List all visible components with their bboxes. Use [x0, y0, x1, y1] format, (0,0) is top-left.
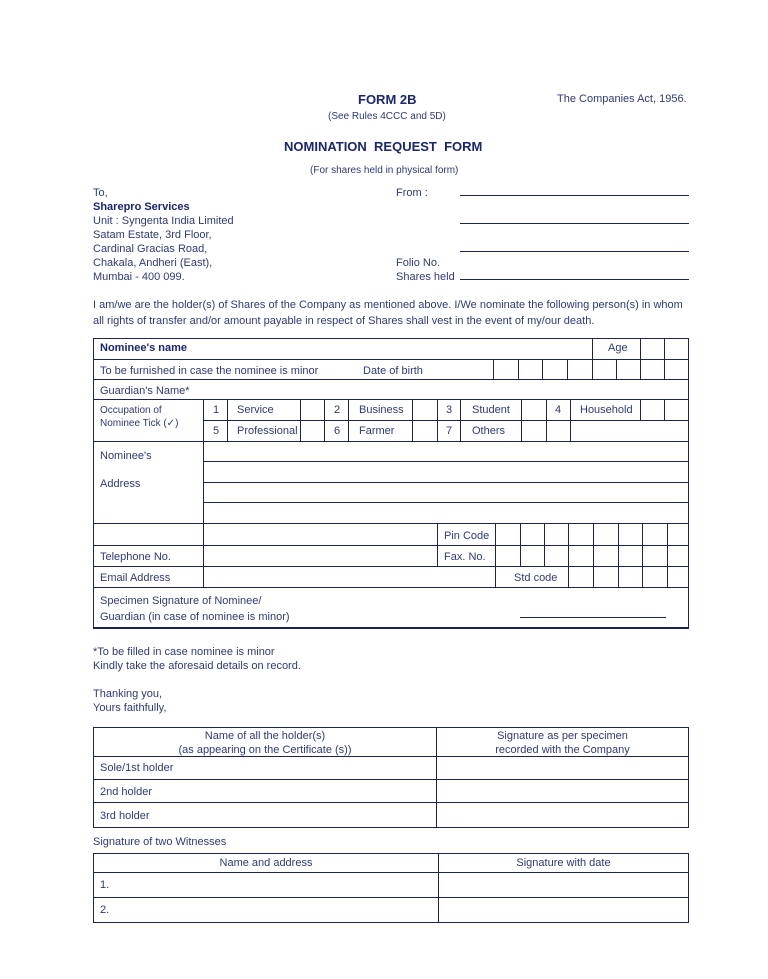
telephone-input[interactable]	[204, 546, 436, 566]
witness-row-label: 1.	[100, 879, 110, 891]
divider	[227, 399, 228, 441]
std-code-input[interactable]	[569, 567, 688, 587]
pin-code-label: Pin Code	[444, 530, 490, 542]
address-line: Satam Estate, 3rd Floor,	[93, 229, 212, 241]
email-label: Email Address	[100, 572, 171, 584]
record-note: Kindly take the aforesaid details on record.	[93, 660, 301, 672]
from-line-3[interactable]	[460, 251, 689, 252]
fax-label: Fax. No.	[444, 551, 486, 563]
occupation-others: Others	[472, 425, 506, 437]
declaration-line: all rights of transfer and/or amount payable in respect of Shares shall vest in the event of my/our death.	[93, 315, 595, 327]
divider	[348, 399, 349, 441]
witness-name-header: Name and address	[219, 857, 313, 869]
minor-label: To be furnished in case the nominee is minor	[100, 365, 319, 377]
minor-note: *To be filled in case nominee is minor	[93, 646, 275, 658]
email-input[interactable]	[204, 567, 494, 587]
holders-name-header	[94, 729, 436, 757]
std-code-label: Std code	[514, 572, 558, 584]
header-line: recorded with the Company	[495, 744, 630, 756]
address-line-5-field[interactable]	[204, 524, 436, 545]
occupation-service: Service	[237, 404, 274, 416]
address-line-4-field[interactable]	[204, 503, 688, 523]
form-number: FORM 2B	[358, 92, 417, 107]
occupation-student: Student	[472, 404, 510, 416]
witnesses-title: Signature of two Witnesses	[93, 836, 227, 848]
divider	[324, 399, 325, 441]
checkbox-student[interactable]	[522, 400, 546, 420]
signature-label: Guardian (in case of nominee is minor)	[100, 611, 290, 623]
witness-1-name-field[interactable]	[112, 873, 437, 897]
occupation-num: 4	[555, 404, 562, 416]
recipient-address	[93, 186, 234, 284]
witness-2-name-field[interactable]	[112, 898, 437, 922]
nominee-name-field[interactable]	[203, 338, 593, 360]
from-line-1[interactable]	[460, 195, 689, 196]
nominee-address-label: Address	[100, 478, 141, 490]
occupation-label-line: Nominee Tick (✓)	[100, 418, 179, 429]
guardian-name-label: Guardian's Name*	[100, 385, 190, 397]
checkbox-others[interactable]	[522, 421, 546, 441]
divider	[93, 399, 689, 400]
to-label: To,	[93, 187, 108, 199]
divider	[592, 338, 593, 360]
dob-label: Date of birth	[363, 365, 423, 377]
header-line: Name of all the holder(s)	[204, 730, 326, 742]
occupation-label	[100, 404, 178, 430]
from-line-2[interactable]	[460, 223, 689, 224]
nominee-address-label: Nominee's	[100, 450, 152, 462]
checkbox-service[interactable]	[301, 400, 324, 420]
occupation-farmer: Farmer	[359, 425, 395, 437]
address-line: Unit : Syngenta India Limited	[93, 215, 234, 227]
occupation-num: 7	[446, 425, 453, 437]
thanks-text: Thanking you,	[93, 688, 163, 700]
holder-1-signature-field[interactable]	[437, 757, 688, 779]
pin-code-input[interactable]	[496, 524, 688, 545]
checkbox-household[interactable]	[641, 400, 664, 420]
guardian-name-field[interactable]	[200, 380, 688, 399]
page-subtitle: (For shares held in physical form)	[310, 165, 459, 176]
declaration-line: I am/we are the holder(s) of Shares of the Company as mentioned above. I/We nominate the following person(s) in whom	[93, 299, 683, 311]
checkbox-business[interactable]	[413, 400, 437, 420]
witness-signature-header: Signature with date	[516, 857, 611, 869]
occupation-household: Household	[580, 404, 633, 416]
closing-text: Yours faithfully,	[93, 702, 167, 714]
address-line: Mumbai - 400 099.	[93, 271, 185, 283]
notes	[93, 645, 301, 715]
signature-label: Specimen Signature of Nominee/	[100, 595, 262, 607]
divider	[460, 399, 461, 441]
nominee-name-label: Nominee's name	[100, 342, 187, 354]
page-title: NOMINATION REQUEST FORM	[284, 139, 483, 154]
address-line: Cardinal Gracias Road,	[93, 243, 208, 255]
occupation-num: 6	[334, 425, 341, 437]
divider	[203, 420, 689, 421]
header-line: (as appearing on the Certificate (s))	[178, 744, 352, 756]
holder-row-label: Sole/1st holder	[100, 762, 174, 774]
address-line-1-field[interactable]	[204, 442, 688, 461]
divider	[688, 588, 689, 628]
dob-input[interactable]	[494, 360, 688, 379]
divider	[546, 399, 547, 441]
occupation-num: 1	[213, 404, 220, 416]
folio-label: Folio No.	[396, 257, 441, 269]
from-label: From :	[396, 187, 428, 199]
age-label: Age	[608, 342, 628, 354]
shares-held-line[interactable]	[460, 279, 689, 280]
checkbox-professional[interactable]	[301, 421, 324, 441]
header-line: Signature as per specimen	[497, 730, 628, 742]
holders-signature-header	[437, 729, 688, 757]
holder-2-signature-field[interactable]	[437, 780, 688, 802]
divider	[570, 399, 571, 441]
checkbox-farmer[interactable]	[413, 421, 437, 441]
divider	[664, 399, 665, 420]
declaration	[93, 298, 683, 328]
address-line: Chakala, Andheri (East),	[93, 257, 213, 269]
occupation-business: Business	[359, 404, 404, 416]
act-reference: The Companies Act, 1956.	[557, 93, 687, 105]
occupation-num: 3	[446, 404, 453, 416]
company-name: Sharepro Services	[93, 201, 190, 213]
occupation-num: 2	[334, 404, 341, 416]
fax-input[interactable]	[496, 546, 688, 566]
rules-reference: (See Rules 4CCC and 5D)	[328, 111, 446, 122]
nominee-signature-line[interactable]	[520, 617, 666, 618]
divider	[437, 399, 438, 441]
witness-1-signature-field[interactable]	[439, 873, 688, 897]
occupation-label-line: Occupation of	[100, 405, 162, 416]
holder-3-signature-field[interactable]	[437, 803, 688, 827]
witness-2-signature-field[interactable]	[439, 898, 688, 922]
occupation-num: 5	[213, 425, 220, 437]
divider	[93, 627, 689, 628]
occupation-professional: Professional	[237, 425, 298, 437]
holder-row-label: 2nd holder	[100, 786, 152, 798]
divider	[93, 588, 94, 628]
age-box-2[interactable]	[665, 339, 688, 359]
address-line-2-field[interactable]	[204, 462, 688, 482]
shares-held-label: Shares held	[396, 271, 455, 283]
address-line-3-field[interactable]	[204, 483, 688, 502]
witness-row-label: 2.	[100, 904, 110, 916]
telephone-label: Telephone No.	[100, 551, 171, 563]
holder-row-label: 3rd holder	[100, 810, 150, 822]
age-box-1[interactable]	[641, 339, 664, 359]
